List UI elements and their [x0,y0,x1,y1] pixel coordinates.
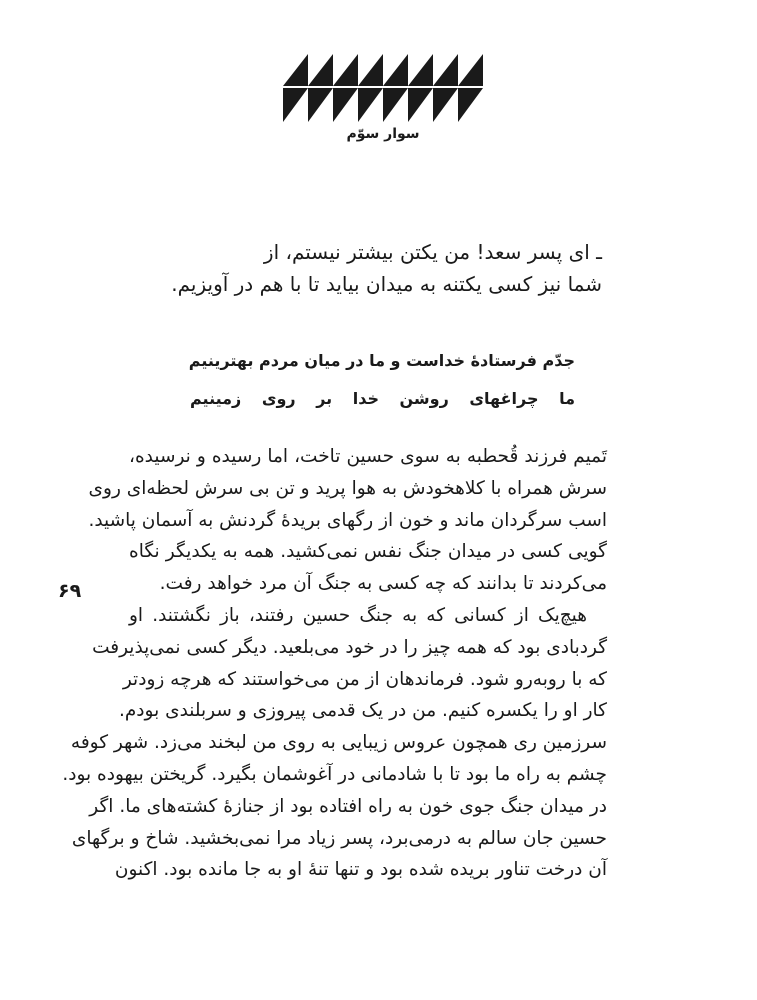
ornament-triangle [433,88,458,122]
page-number: ۶۹ [58,580,82,602]
ornament-triangle [458,88,483,122]
body-line: حسین جان سالم به درمی‌برد، پسر زیاد مرا نمی‌بخشید. شاخ و برگهای [71,827,607,849]
ornament-triangle [358,88,383,122]
ornament-triangle [308,54,333,86]
ornament-triangle [458,54,483,86]
body-line: اسب سرگردان ماند و خون از رگهای بریدهٔ گردنش به آسمان پاشید. [88,509,607,531]
body-line: در میدان جنگ جوی خون به راه افتاده بود از جنازهٔ کشته‌های ما. اگر [89,795,607,817]
ornament-triangle [383,54,408,86]
body-line: تَمیم فرزند قُحطبه به سوی حسین تاخت، اما رسیده و نرسیده، [129,446,607,467]
body-line: کار او را یکسره کنیم. من در یک قدمی پیروزی و سربلندی بودم. [118,700,607,722]
body-line: گویی کسی در میدان جنگ نفس نمی‌کشید. همه به یکدیگر نگاه [129,541,607,563]
ornament-triangle [333,54,358,86]
triangle-ornament-icon [283,52,483,124]
ornament-triangle [283,88,308,122]
body-line: می‌کردند تا بدانند که چه کسی به جنگ آن مرد خواهد رفت. [159,573,607,595]
dialogue-line: ـ ای پسر سعد! من یکتن بیشتر نیستم، از [263,240,602,264]
ornament-triangle [358,54,383,86]
body-line: که با روبه‌رو شود. فرماندهان از من می‌خواستند که هرچه زودتر [122,668,607,690]
body-line: سرزمین ری همچون عروس زیبایی به روی من لبخند می‌زد. شهر کوفه [70,732,607,754]
ornament-triangle [433,54,458,86]
body-line: هیچ‌یک از کسانی که به جنگ حسین رفتند، باز نگشتند. او [129,604,587,626]
poem-line: جدّم فرستادهٔ خداست و ما در میان مردم بهترینیم [188,351,575,370]
body-line: آن درخت تناور بریده شده بود و تنها تنهٔ او به جا مانده بود. اکنون [114,859,607,881]
dialogue-line: شما نیز کسی یکتنه به میدان بیاید تا با هم در آویزیم. [171,272,602,296]
ornament-triangle [308,88,333,122]
poem-line: ما چراغهای روشن خدا بر روی زمینیم [190,389,575,408]
body-line: سرش همراه با کلاهخودش به هوا پرید و تن بی سرش لحظه‌ای روی [88,477,607,499]
ornament-triangle [408,54,433,86]
ornament-triangle [333,88,358,122]
ornament-triangle [383,88,408,122]
dialogue-block [172,236,602,300]
poem-verse [190,342,575,418]
body-line: چشم به راه ما بود تا با شادمانی در آغوشمان بگیرد. گریختن بیهوده بود. [62,763,607,785]
chapter-title: سوار سوّم [346,126,420,142]
ornament-triangle [408,88,433,122]
ornament-triangle [283,54,308,86]
body-line: گردبادی بود که همه چیز را در خود می‌بلعید. دیگر کسی نمی‌پذیرفت [92,636,607,658]
